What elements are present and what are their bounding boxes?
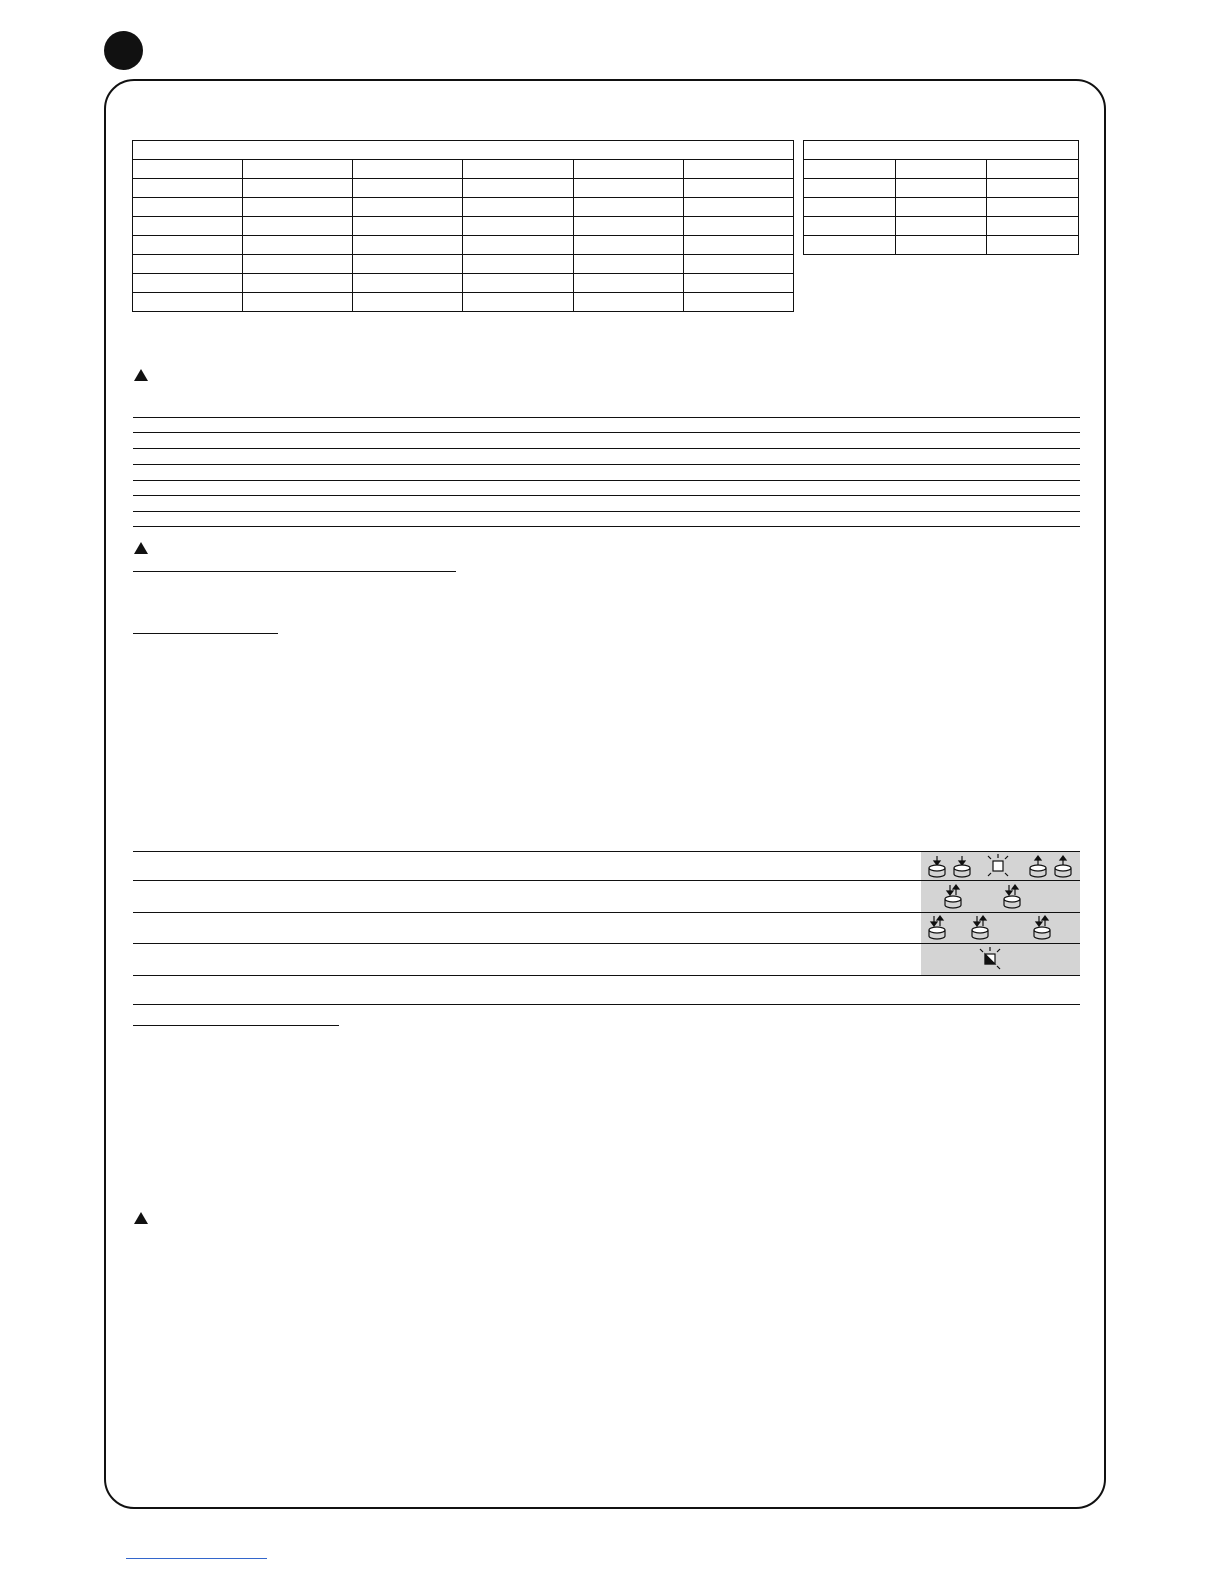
table-row <box>133 179 794 198</box>
table-row <box>133 217 794 236</box>
table-row <box>133 255 794 274</box>
table-cell <box>243 179 353 198</box>
table-cell <box>804 236 896 255</box>
main-table <box>132 140 794 312</box>
table-cell <box>683 217 793 236</box>
table-cell <box>683 160 793 179</box>
table-cell <box>573 274 683 293</box>
table-cell <box>243 160 353 179</box>
led-blink-icon <box>988 854 1008 876</box>
table-row <box>133 236 794 255</box>
table-cell <box>683 255 793 274</box>
table-cell <box>133 141 794 160</box>
table-cell <box>804 160 896 179</box>
button-down-icon <box>929 856 945 877</box>
led-half-blink-icon <box>980 947 1000 969</box>
table-cell <box>987 236 1079 255</box>
table-cell <box>463 236 573 255</box>
table-cell <box>353 179 463 198</box>
table-cell <box>353 293 463 312</box>
step-icons-cell <box>921 852 1080 880</box>
table-cell <box>243 236 353 255</box>
table-cell <box>133 179 243 198</box>
section-underline <box>133 571 456 572</box>
divider <box>133 511 1080 512</box>
table-cell <box>804 217 896 236</box>
divider <box>133 1004 1080 1005</box>
divider <box>133 464 1080 465</box>
divider <box>133 480 1080 481</box>
table-cell <box>683 236 793 255</box>
table-cell <box>133 198 243 217</box>
table-cell <box>463 179 573 198</box>
table-row <box>133 160 794 179</box>
table-cell <box>243 198 353 217</box>
table-row <box>804 160 1079 179</box>
table-cell <box>683 293 793 312</box>
table-cell <box>895 160 987 179</box>
divider <box>133 975 1080 976</box>
table-cell <box>573 236 683 255</box>
table-cell <box>804 198 896 217</box>
table-cell <box>353 198 463 217</box>
table-row <box>804 141 1079 160</box>
table-cell <box>463 293 573 312</box>
button-up-down-icon <box>972 916 988 939</box>
table-cell <box>133 217 243 236</box>
table-cell <box>353 236 463 255</box>
button-up-icon <box>1030 856 1046 877</box>
warning-triangle-icon <box>134 369 148 381</box>
table-cell <box>573 217 683 236</box>
table-cell <box>353 255 463 274</box>
table-cell <box>987 179 1079 198</box>
divider <box>133 495 1080 496</box>
table-cell <box>463 274 573 293</box>
table-row <box>133 274 794 293</box>
table-row <box>804 179 1079 198</box>
section-underline <box>133 1025 339 1026</box>
table-cell <box>243 274 353 293</box>
table-cell <box>573 293 683 312</box>
table-row <box>133 293 794 312</box>
step-icons-cell <box>921 913 1080 943</box>
table-cell <box>133 160 243 179</box>
table-row <box>804 217 1079 236</box>
table-cell <box>133 236 243 255</box>
footer-link[interactable] <box>126 1558 267 1559</box>
step-icons-cell <box>921 881 1080 912</box>
warning-triangle-icon <box>134 542 148 554</box>
table-cell <box>683 274 793 293</box>
button-up-down-icon <box>945 885 961 908</box>
table-cell <box>463 255 573 274</box>
button-up-down-icon <box>1004 885 1020 908</box>
table-cell <box>895 217 987 236</box>
table-cell <box>573 179 683 198</box>
divider <box>133 526 1080 527</box>
table-cell <box>353 160 463 179</box>
button-up-down-icon <box>1034 916 1050 939</box>
divider <box>133 417 1080 418</box>
table-cell <box>683 179 793 198</box>
table-cell <box>463 198 573 217</box>
side-table <box>803 140 1079 255</box>
divider <box>133 448 1080 449</box>
button-down-icon <box>954 856 970 877</box>
table-cell <box>987 198 1079 217</box>
table-cell <box>133 255 243 274</box>
table-cell <box>573 198 683 217</box>
table-cell <box>895 198 987 217</box>
table-cell <box>895 236 987 255</box>
table-cell <box>133 293 243 312</box>
table-cell <box>987 217 1079 236</box>
table-cell <box>987 160 1079 179</box>
table-cell <box>804 179 896 198</box>
table-cell <box>895 179 987 198</box>
table-cell <box>804 141 1079 160</box>
step-icons-cell <box>921 944 1080 975</box>
button-up-icon <box>1055 856 1071 877</box>
table-row <box>133 198 794 217</box>
table-cell <box>243 217 353 236</box>
table-cell <box>353 274 463 293</box>
table-cell <box>683 198 793 217</box>
table-cell <box>573 160 683 179</box>
table-cell <box>573 255 683 274</box>
warning-triangle-icon <box>134 1212 148 1224</box>
table-cell <box>243 293 353 312</box>
table-row <box>804 198 1079 217</box>
table-cell <box>463 217 573 236</box>
section-underline <box>133 633 278 634</box>
table-row <box>133 141 794 160</box>
divider <box>133 432 1080 433</box>
table-row <box>804 236 1079 255</box>
button-up-down-icon <box>929 916 945 939</box>
table-cell <box>463 160 573 179</box>
table-cell <box>133 274 243 293</box>
chapter-marker <box>104 31 143 70</box>
table-cell <box>353 217 463 236</box>
table-cell <box>243 255 353 274</box>
